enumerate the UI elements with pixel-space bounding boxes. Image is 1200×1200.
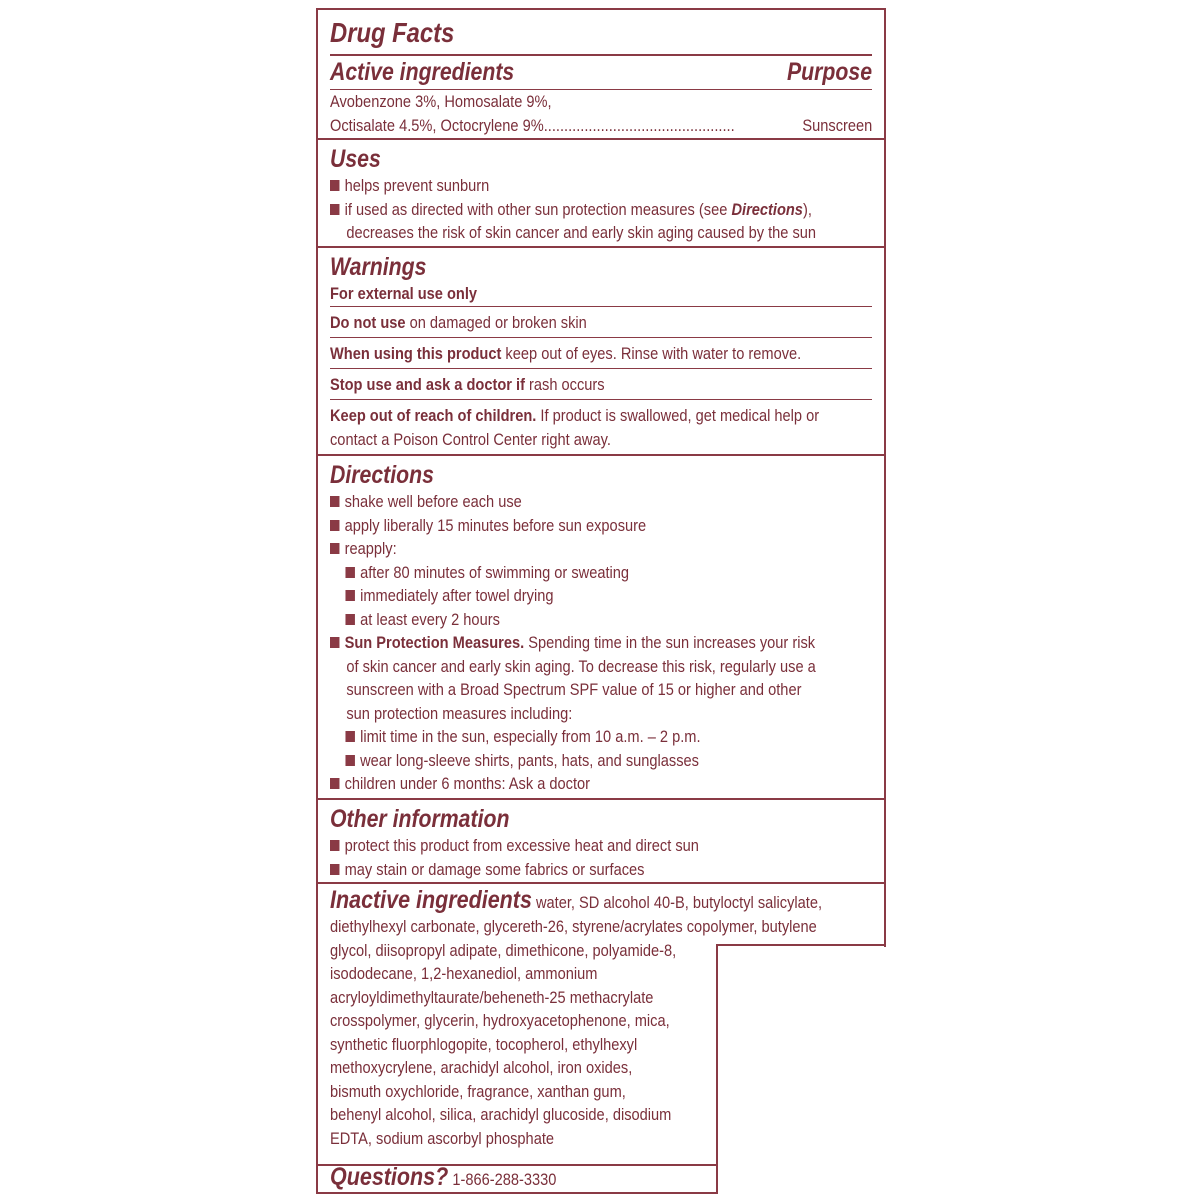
directions-item-5: children under 6 months: Ask a doctor	[330, 772, 796, 796]
purpose-heading: Purpose	[786, 58, 872, 86]
inactive-line-10: behenyl alcohol, silica, arachidyl glucoside, disodium	[330, 1105, 672, 1124]
drug-facts-title: Drug Facts	[330, 17, 455, 48]
other-info-item-2: may stain or damage some fabrics or surfaces	[330, 858, 796, 882]
directions-section	[316, 456, 886, 800]
other-info-item-1: protect this product from excessive heat and direct sun	[330, 834, 796, 858]
active-section	[316, 8, 886, 140]
inactive-line-2: diethylhexyl carbonate, glycereth-26, styrene/acrylates copolymer, butylene	[330, 917, 817, 936]
bullet-icon	[330, 840, 339, 851]
bullet-icon	[345, 590, 354, 601]
warnings-heading: Warnings	[330, 253, 427, 281]
uses-heading: Uses	[330, 145, 381, 173]
directions-subitem-3c: at least every 2 hours	[330, 608, 796, 632]
directions-item-4-line-3: sunscreen with a Broad Spectrum SPF value of 15 or higher and other	[346, 680, 802, 699]
uses-item-1: helps prevent sunburn	[330, 174, 796, 198]
other-info-section	[316, 800, 886, 884]
dot-leader: ...............................................	[543, 115, 735, 135]
inactive-line-7: synthetic fluorphlogopite, tocopherol, ethylhexyl	[330, 1034, 638, 1054]
other-info-heading: Other information	[330, 805, 510, 833]
bullet-icon	[345, 755, 354, 766]
directions-subitem-3a: after 80 minutes of swimming or sweating	[330, 561, 796, 585]
directions-subitem-4b: wear long-sleeve shirts, pants, hats, and sunglasses	[330, 749, 796, 773]
inactive-heading: Inactive ingredients	[330, 886, 532, 914]
bullet-icon	[330, 543, 339, 554]
directions-subitem-3b: immediately after towel drying	[330, 584, 796, 608]
bullet-icon	[330, 496, 339, 507]
do-not-use-text: Do not use on damaged or broken skin	[330, 313, 587, 332]
directions-item-4-line-2: of skin cancer and early skin aging. To decrease this risk, regularly use a	[346, 656, 816, 676]
bullet-icon	[345, 731, 354, 742]
uses-section	[316, 140, 886, 248]
bullet-icon	[345, 567, 354, 578]
inactive-line-5: acryloyldimethyltaurate/beheneth-25 methacrylate	[330, 987, 654, 1007]
bullet-icon	[345, 614, 354, 625]
questions-phone: 1-866-288-3330	[448, 1170, 557, 1189]
active-line-1: Avobenzone 3%, Homosalate 9%,	[330, 92, 552, 111]
directions-item-3: reapply:	[330, 537, 796, 561]
bullet-icon	[330, 204, 339, 215]
when-using-text: When using this product keep out of eyes. Rinse with water to remove.	[330, 344, 802, 363]
drug-facts-panel	[316, 8, 886, 884]
inactive-line-6: crosspolymer, glycerin, hydroxyacetophenone, mica,	[330, 1011, 670, 1030]
uses-item-2: if used as directed with other sun protection measures (see Directions),	[330, 198, 796, 222]
uses-item-2-cont: decreases the risk of skin cancer and early skin aging caused by the sun	[346, 223, 817, 242]
inactive-line-3: glycol, diisopropyl adipate, dimethicone, polyamide-8,	[330, 940, 677, 960]
questions-line	[330, 1162, 665, 1195]
questions-heading: Questions?	[330, 1163, 449, 1191]
bullet-icon	[330, 520, 339, 531]
keep-out-text-cont: contact a Poison Control Center right away.	[330, 429, 611, 449]
inactive-line-1: Inactive ingredients water, SD alcohol 40-B, butyloctyl salicylate,	[330, 886, 823, 914]
bullet-icon	[330, 864, 339, 875]
active-line-2: Octisalate 4.5%, Octocrylene 9%	[330, 115, 544, 135]
stop-use-text: Stop use and ask a doctor if rash occurs	[330, 375, 605, 394]
inactive-line-9: bismuth oxychloride, fragrance, xanthan gum,	[330, 1081, 626, 1101]
directions-item-4: Sun Protection Measures. Spending time in the sun increases your risk	[330, 631, 796, 655]
bullet-icon	[330, 778, 339, 789]
inactive-line-11: EDTA, sodium ascorbyl phosphate	[330, 1128, 555, 1148]
active-ingredients-heading: Active ingredients	[330, 58, 515, 86]
directions-item-2: apply liberally 15 minutes before sun exposure	[330, 514, 796, 538]
bullet-icon	[330, 180, 339, 191]
keep-out-text: Keep out of reach of children. If product is swallowed, get medical help or	[330, 406, 820, 425]
purpose-value: Sunscreen	[802, 115, 872, 135]
directions-item-4-line-4: sun protection measures including:	[346, 703, 573, 723]
directions-item-1: shake well before each use	[330, 490, 796, 514]
directions-subitem-4a: limit time in the sun, especially from 10 a.m. – 2 p.m.	[330, 725, 796, 749]
bullet-icon	[330, 637, 339, 648]
inactive-line-8: methoxycrylene, arachidyl alcohol, iron oxides,	[330, 1058, 633, 1077]
warnings-section	[316, 248, 886, 456]
inactive-line-4: isododecane, 1,2-hexanediol, ammonium	[330, 964, 598, 983]
directions-heading: Directions	[330, 461, 434, 489]
external-use-text: For external use only	[330, 284, 478, 303]
